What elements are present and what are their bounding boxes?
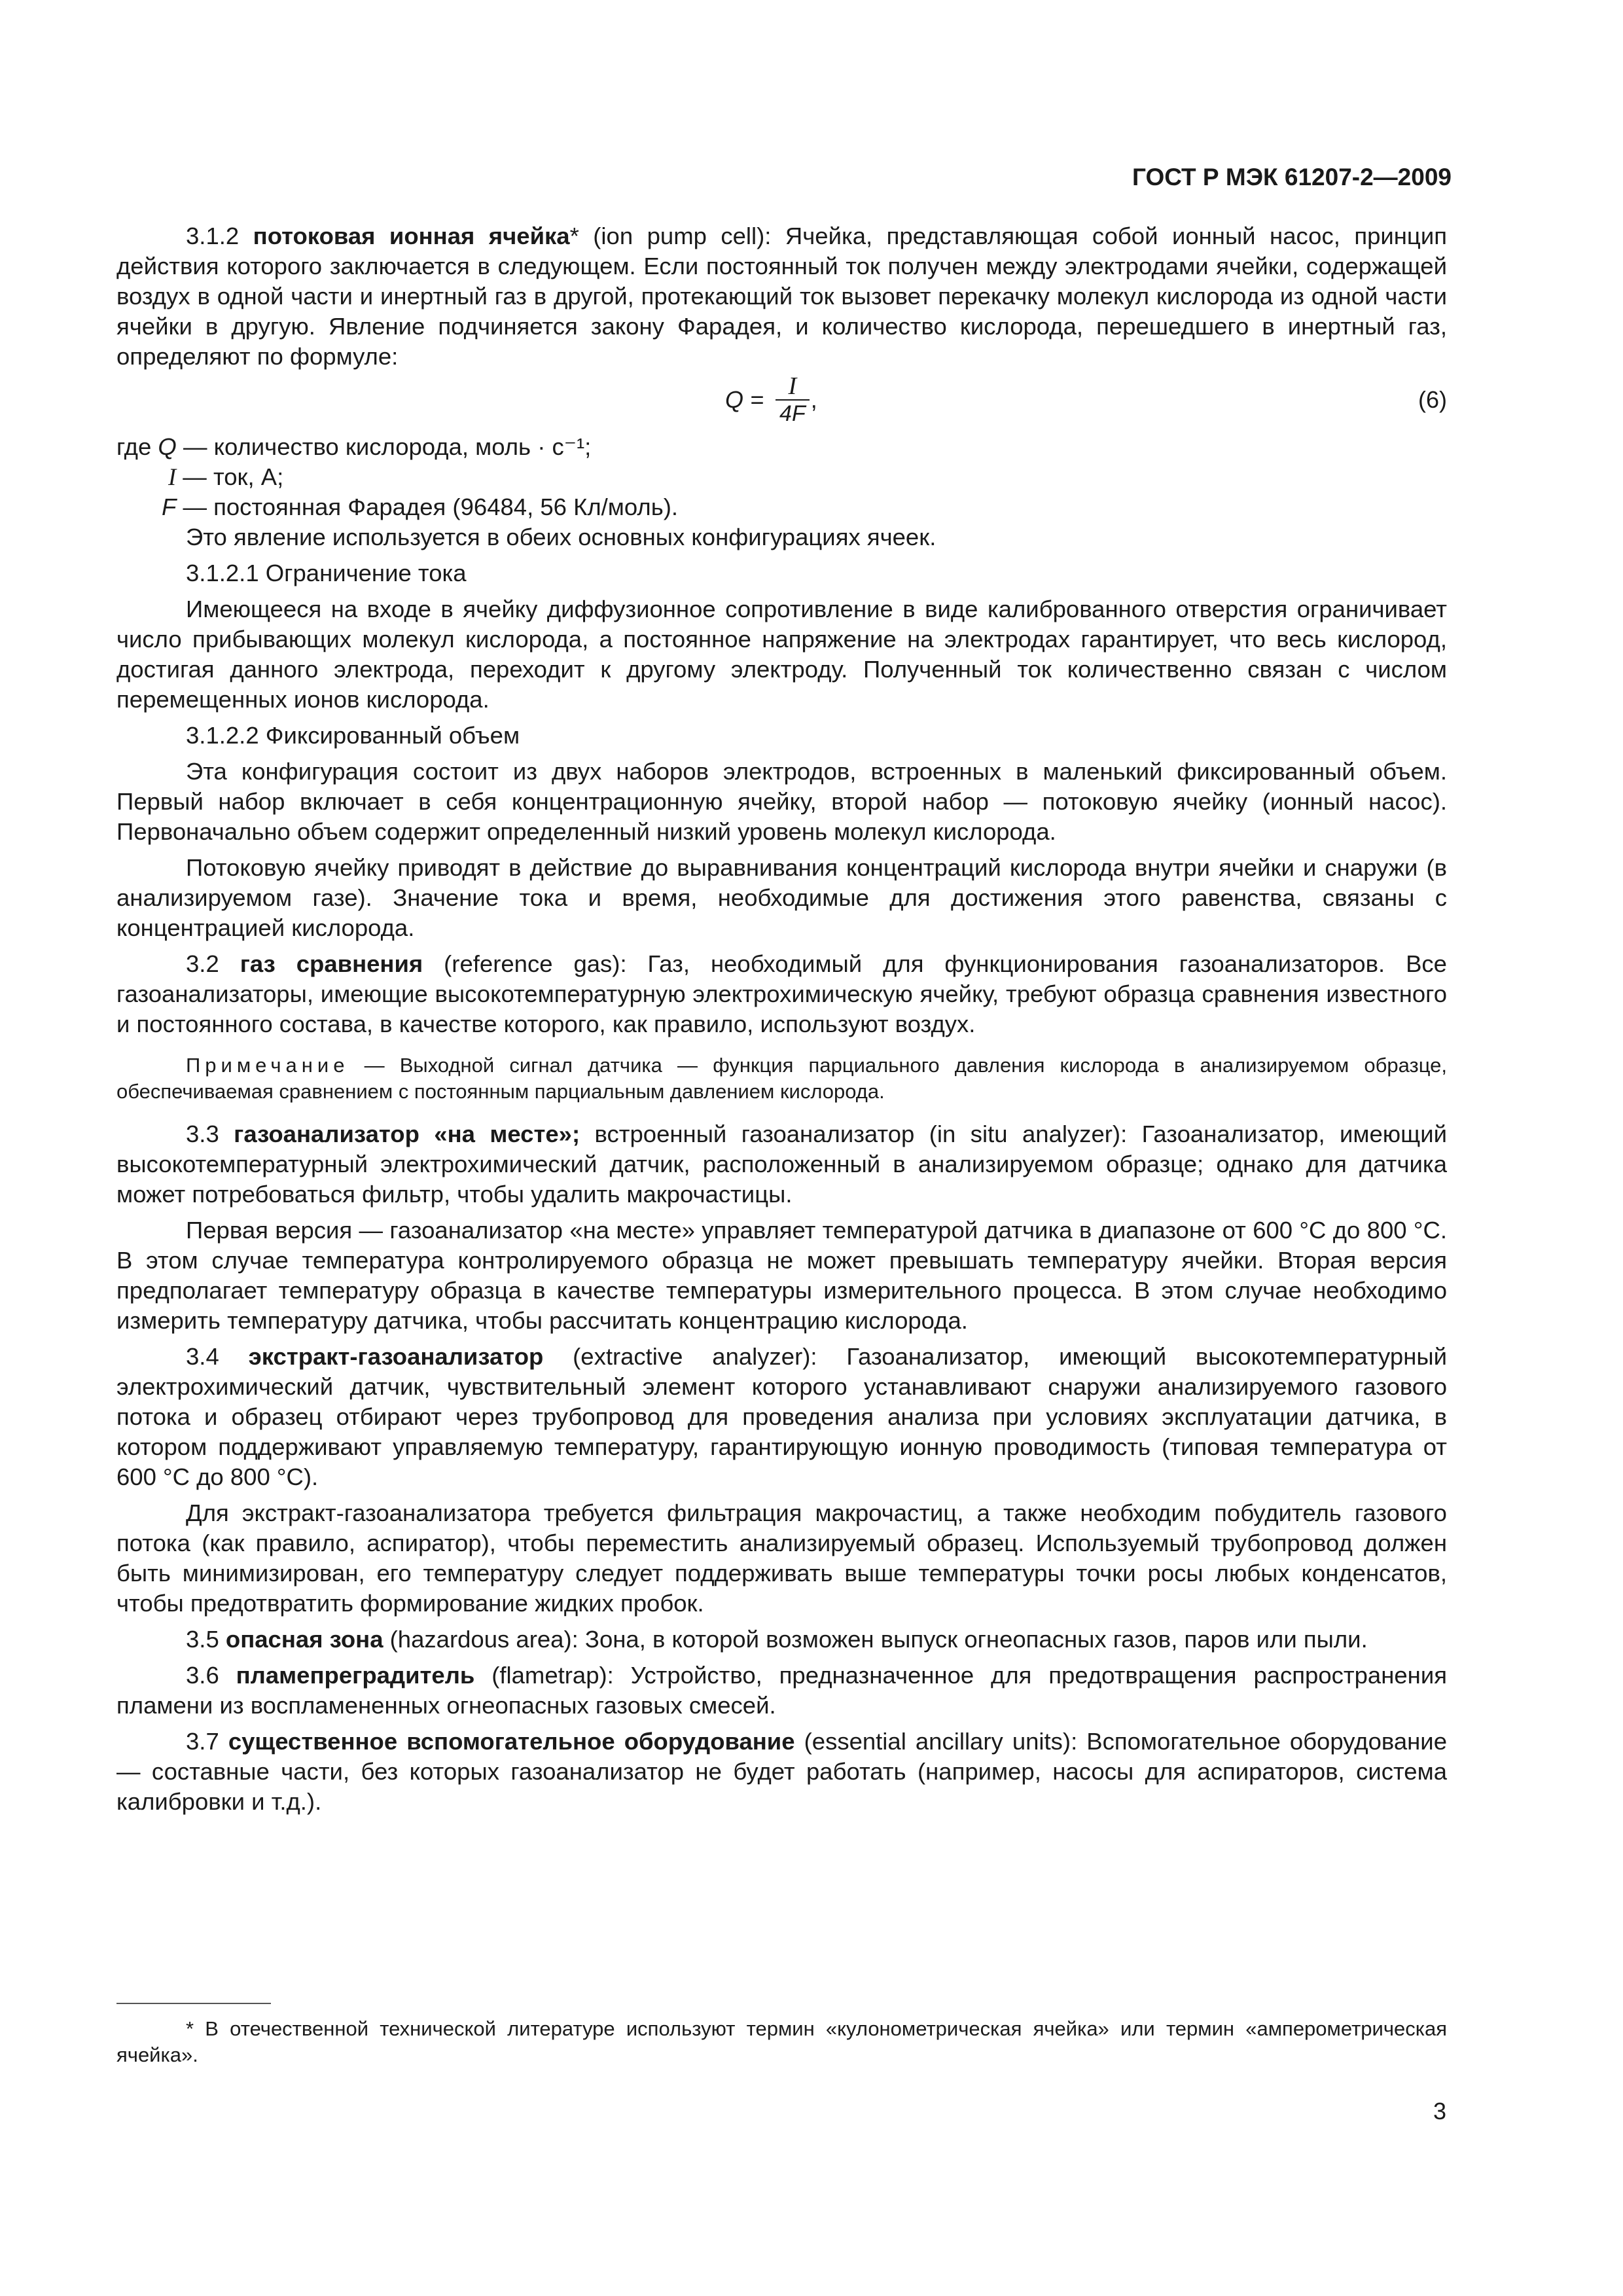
clause-text: встроенный газоанализатор (in situ analyzer): Газоанализатор, имеющий высокотемпературный электрохимический датчик, расположенный в анализируемом образце; однако для датчика может потребоваться фильтр, чтобы удалить макрочастицы.: [116, 1121, 1447, 1208]
page-number: 3: [1433, 2098, 1446, 2125]
paragraph-3-3-b: Первая версия — газоанализатор «на месте» управляет температурой датчика в диапазоне от 600 °С до 800 °С. В этом случае температура контролируемого образца не может превышать температуру ячейки. Вторая версия предполагает температуру образца в качестве температуры измерительного процесса. В этом случае необходимо измерить температуру датчика, чтобы рассчитать концентрацию кислорода.: [116, 1217, 1447, 1334]
clause-number: 3.5: [186, 1626, 219, 1653]
clause-3-7: [116, 1727, 1447, 1817]
term: газ сравнения: [240, 950, 423, 977]
heading-3-1-2-2: 3.1.2.2 Фиксированный объем: [186, 722, 520, 749]
formula-6: [116, 372, 1447, 432]
equation-number: (6): [1418, 386, 1447, 413]
symbol-f: F: [162, 493, 177, 520]
main-content: [116, 221, 1447, 1817]
clause-number: 3.7: [186, 1728, 219, 1755]
term: газоанализатор «на месте»;: [234, 1121, 580, 1147]
formula-lhs: Q =: [725, 386, 764, 413]
clause-number: 3.2: [186, 950, 219, 977]
clause-text: * (ion pump cell): Ячейка, представляющая собой ионный насос, принцип действия которого заключается в следующем. Если постоянный ток получен между электродами ячейки, содержащей воздух в одной части и инертный газ в другой, протекающий ток вызовет перекачку молекул кислорода из одной части ячейки в другую. Явление подчиняется закону Фарадея, и количество кислорода, перешедшего в инертный газ, определяют по формуле:: [116, 223, 1447, 370]
document-code-header: ГОСТ Р МЭК 61207-2—2009: [1132, 164, 1452, 190]
clause-text: (extractive analyzer): Газоанализатор, имеющий высокотемпературный электрохимический датчик, чувствительный элемент которого устанавливают снаружи анализируемого газового потока и образец отбирают через трубопровод для проведения анализа при условиях эксплуатации датчика, в котором поддерживают управляемую температуру, гарантирующую ионную проводимость (типовая температура от 600 °С до 800 °С).: [116, 1343, 1447, 1490]
clause-text: (hazardous area): Зона, в которой возможен выпуск огнеопасных газов, паров или пыли.: [383, 1626, 1368, 1653]
note-label: Примечание: [186, 1054, 349, 1077]
footnote-divider: [116, 2003, 271, 2004]
formula-fraction: [776, 373, 810, 427]
term: потоковая ионная ячейка: [253, 223, 570, 249]
where-line-q: [116, 432, 1447, 462]
formula-expression: [725, 373, 817, 427]
clause-3-4: [116, 1342, 1447, 1492]
symbol-q: Q: [158, 433, 177, 460]
paragraph-3-1-2-2-a: Эта конфигурация состоит из двух наборов электродов, встроенных в маленький фиксированный объем. Первый набор включает в себя концентрационную ячейку, второй набор — потоковую ячейку (ионный насос). Первоначально объем содержит определенный низкий уровень молекул кислорода.: [116, 758, 1447, 845]
note: [116, 1052, 1447, 1105]
term: пламепреградитель: [236, 1662, 475, 1689]
paragraph-3-1-2-1: Имеющееся на входе в ячейку диффузионное сопротивление в виде калиброванного отверстия ограничивает число прибывающих молекул кислорода, а постоянное напряжение на электродах гарантирует, что весь кислород, достигая данного электрода, переходит к другому электроду. Полученный ток количественно связан с числом перемещенных ионов кислорода.: [116, 596, 1447, 713]
clause-3-2: [116, 949, 1447, 1039]
clause-number: 3.1.2: [186, 223, 240, 249]
clause-text: (flametrap): Устройство, предназначенное для предотвращения распространения пламени из воспламененных огнеопасных газовых смесей.: [116, 1662, 1447, 1719]
clause-text: (essential ancillary units): Вспомогательное оборудование — составные части, без которых газоанализатор не будет работать (например, насосы для аспираторов, система калибровки и т.д.).: [116, 1728, 1447, 1815]
clause-3-3: [116, 1119, 1447, 1210]
where-text-i: — ток, А;: [176, 463, 284, 490]
formula-denominator: 4F: [776, 399, 810, 427]
clause-number: 3.4: [186, 1343, 219, 1370]
paragraph-3-1-2-2-b: Потоковую ячейку приводят в действие до выравнивания концентраций кислорода внутри ячейки и снаружи (в анализируемом газе). Значение тока и время, необходимые для достижения этого равенства, связаны с концентрацией кислорода.: [116, 854, 1447, 941]
note-text: — Выходной сигнал датчика — функция парциального давления кислорода в анализируемом образце, обеспечиваемая сравнением с постоянным парциальным давлением кислорода.: [116, 1054, 1447, 1103]
footnote: * В отечественной технической литературе используют термин «кулонометрическая ячейка» или термин «амперометрическая ячейка».: [116, 2017, 1447, 2066]
where-line-f: [116, 492, 1447, 522]
term: существенное вспомогательное оборудование: [228, 1728, 795, 1755]
clause-number: 3.3: [186, 1121, 219, 1147]
term: опасная зона: [225, 1626, 383, 1653]
heading-3-1-2-1: 3.1.2.1 Ограничение тока: [186, 560, 467, 586]
where-text-q: — количество кислорода, моль · с⁻¹;: [176, 433, 592, 460]
clause-number: 3.6: [186, 1662, 219, 1689]
clause-3-5: [116, 1624, 1447, 1655]
where-line-i: [116, 462, 1447, 492]
clause-3-1-2: [116, 221, 1447, 372]
formula-comma: ,: [810, 386, 817, 413]
clause-text: (reference gas): Газ, необходимый для функционирования газоанализаторов. Все газоанализаторы, имеющие высокотемпературную электрохимическую ячейку, требуют образца сравнения известного и постоянного состава, в качестве которого, как правило, используют воздух.: [116, 950, 1447, 1037]
clause-3-6: [116, 1660, 1447, 1721]
term: экстракт-газоанализатор: [248, 1343, 544, 1370]
paragraph-3-4-b: Для экстракт-газоанализатора требуется фильтрация макрочастиц, а также необходим побудитель газового потока (как правило, аспиратор), чтобы переместить анализируемый образец. Используемый трубопровод должен быть минимизирован, его температуру следует поддерживать выше температуры точки росы любых конденсатов, чтобы предотвратить формирование жидких пробок.: [116, 1499, 1447, 1617]
formula-numerator: I: [788, 372, 797, 400]
where-prefix: где: [116, 433, 158, 460]
usage-paragraph: Это явление используется в обеих основных конфигурациях ячеек.: [186, 524, 936, 550]
symbol-i: I: [168, 463, 177, 490]
where-text-f: — постоянная Фарадея (96484, 56 Кл/моль).: [176, 493, 679, 520]
